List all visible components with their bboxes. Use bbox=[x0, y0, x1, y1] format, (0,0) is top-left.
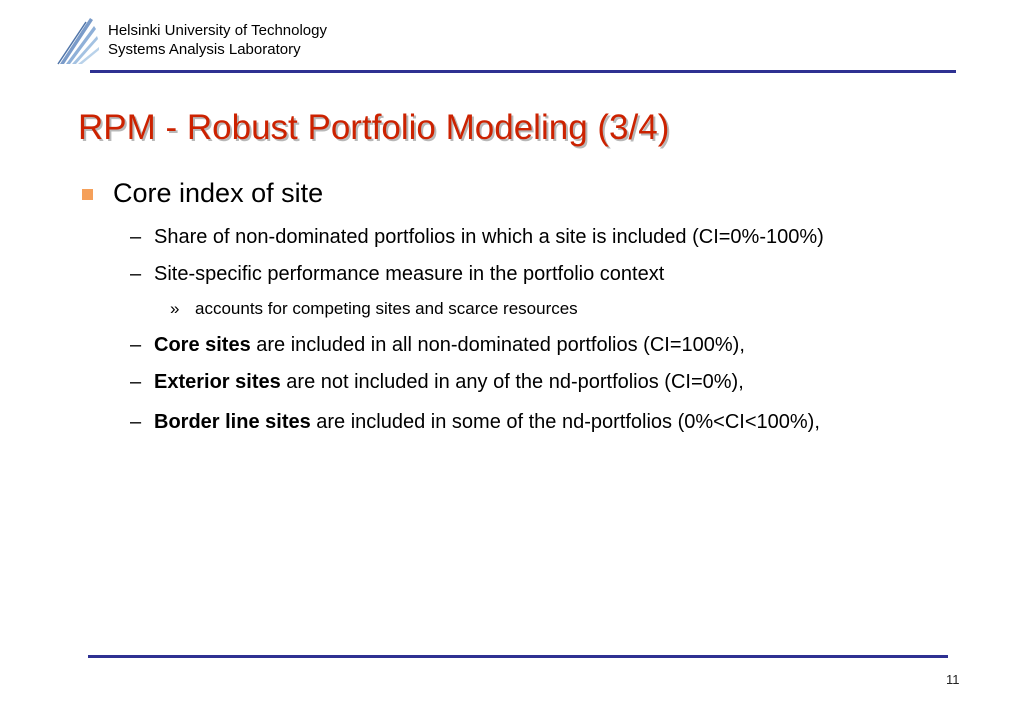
dash-marker: – bbox=[130, 263, 142, 285]
border-line-sites-term: Border line sites bbox=[154, 411, 311, 433]
square-bullet-icon bbox=[82, 189, 93, 200]
page-number: 11 bbox=[946, 672, 960, 687]
main-bullet-text: Core index of site bbox=[113, 178, 324, 208]
dash-marker: – bbox=[130, 371, 142, 393]
sub-bullet-3-text bbox=[154, 334, 745, 357]
sub-bullet-5-text bbox=[154, 411, 820, 434]
dash-marker: – bbox=[130, 334, 142, 356]
university-logo-icon bbox=[56, 16, 100, 66]
sub-bullet-2-text: Site-specific performance measure in the portfolio context bbox=[154, 263, 665, 285]
org-line-1: Helsinki University of Technology bbox=[108, 22, 327, 39]
organization-name bbox=[108, 21, 327, 59]
detail-bullet-text: accounts for competing sites and scarce resources bbox=[195, 299, 578, 318]
footer-divider bbox=[88, 655, 948, 658]
slide-title: RPM - Robust Portfolio Modeling (3/4) bbox=[78, 108, 670, 147]
exterior-sites-term: Exterior sites bbox=[154, 371, 281, 393]
sub-bullet-1-text: Share of non-dominated portfolios in which a site is included (CI=0%-100%) bbox=[154, 226, 824, 248]
sub-bullet-4-text bbox=[154, 371, 744, 394]
header-divider bbox=[90, 70, 956, 73]
dash-marker: – bbox=[130, 226, 142, 248]
org-line-2: Systems Analysis Laboratory bbox=[108, 41, 301, 58]
core-sites-desc: are included in all non-dominated portfolios (CI=100%), bbox=[250, 334, 745, 356]
dash-marker: – bbox=[130, 411, 142, 433]
detail-marker: » bbox=[170, 299, 180, 318]
exterior-sites-desc: are not included in any of the nd-portfolios (CI=0%), bbox=[280, 371, 744, 393]
core-sites-term: Core sites bbox=[154, 334, 251, 356]
border-line-sites-desc: are included in some of the nd-portfolios (0%<CI<100%), bbox=[310, 411, 820, 433]
